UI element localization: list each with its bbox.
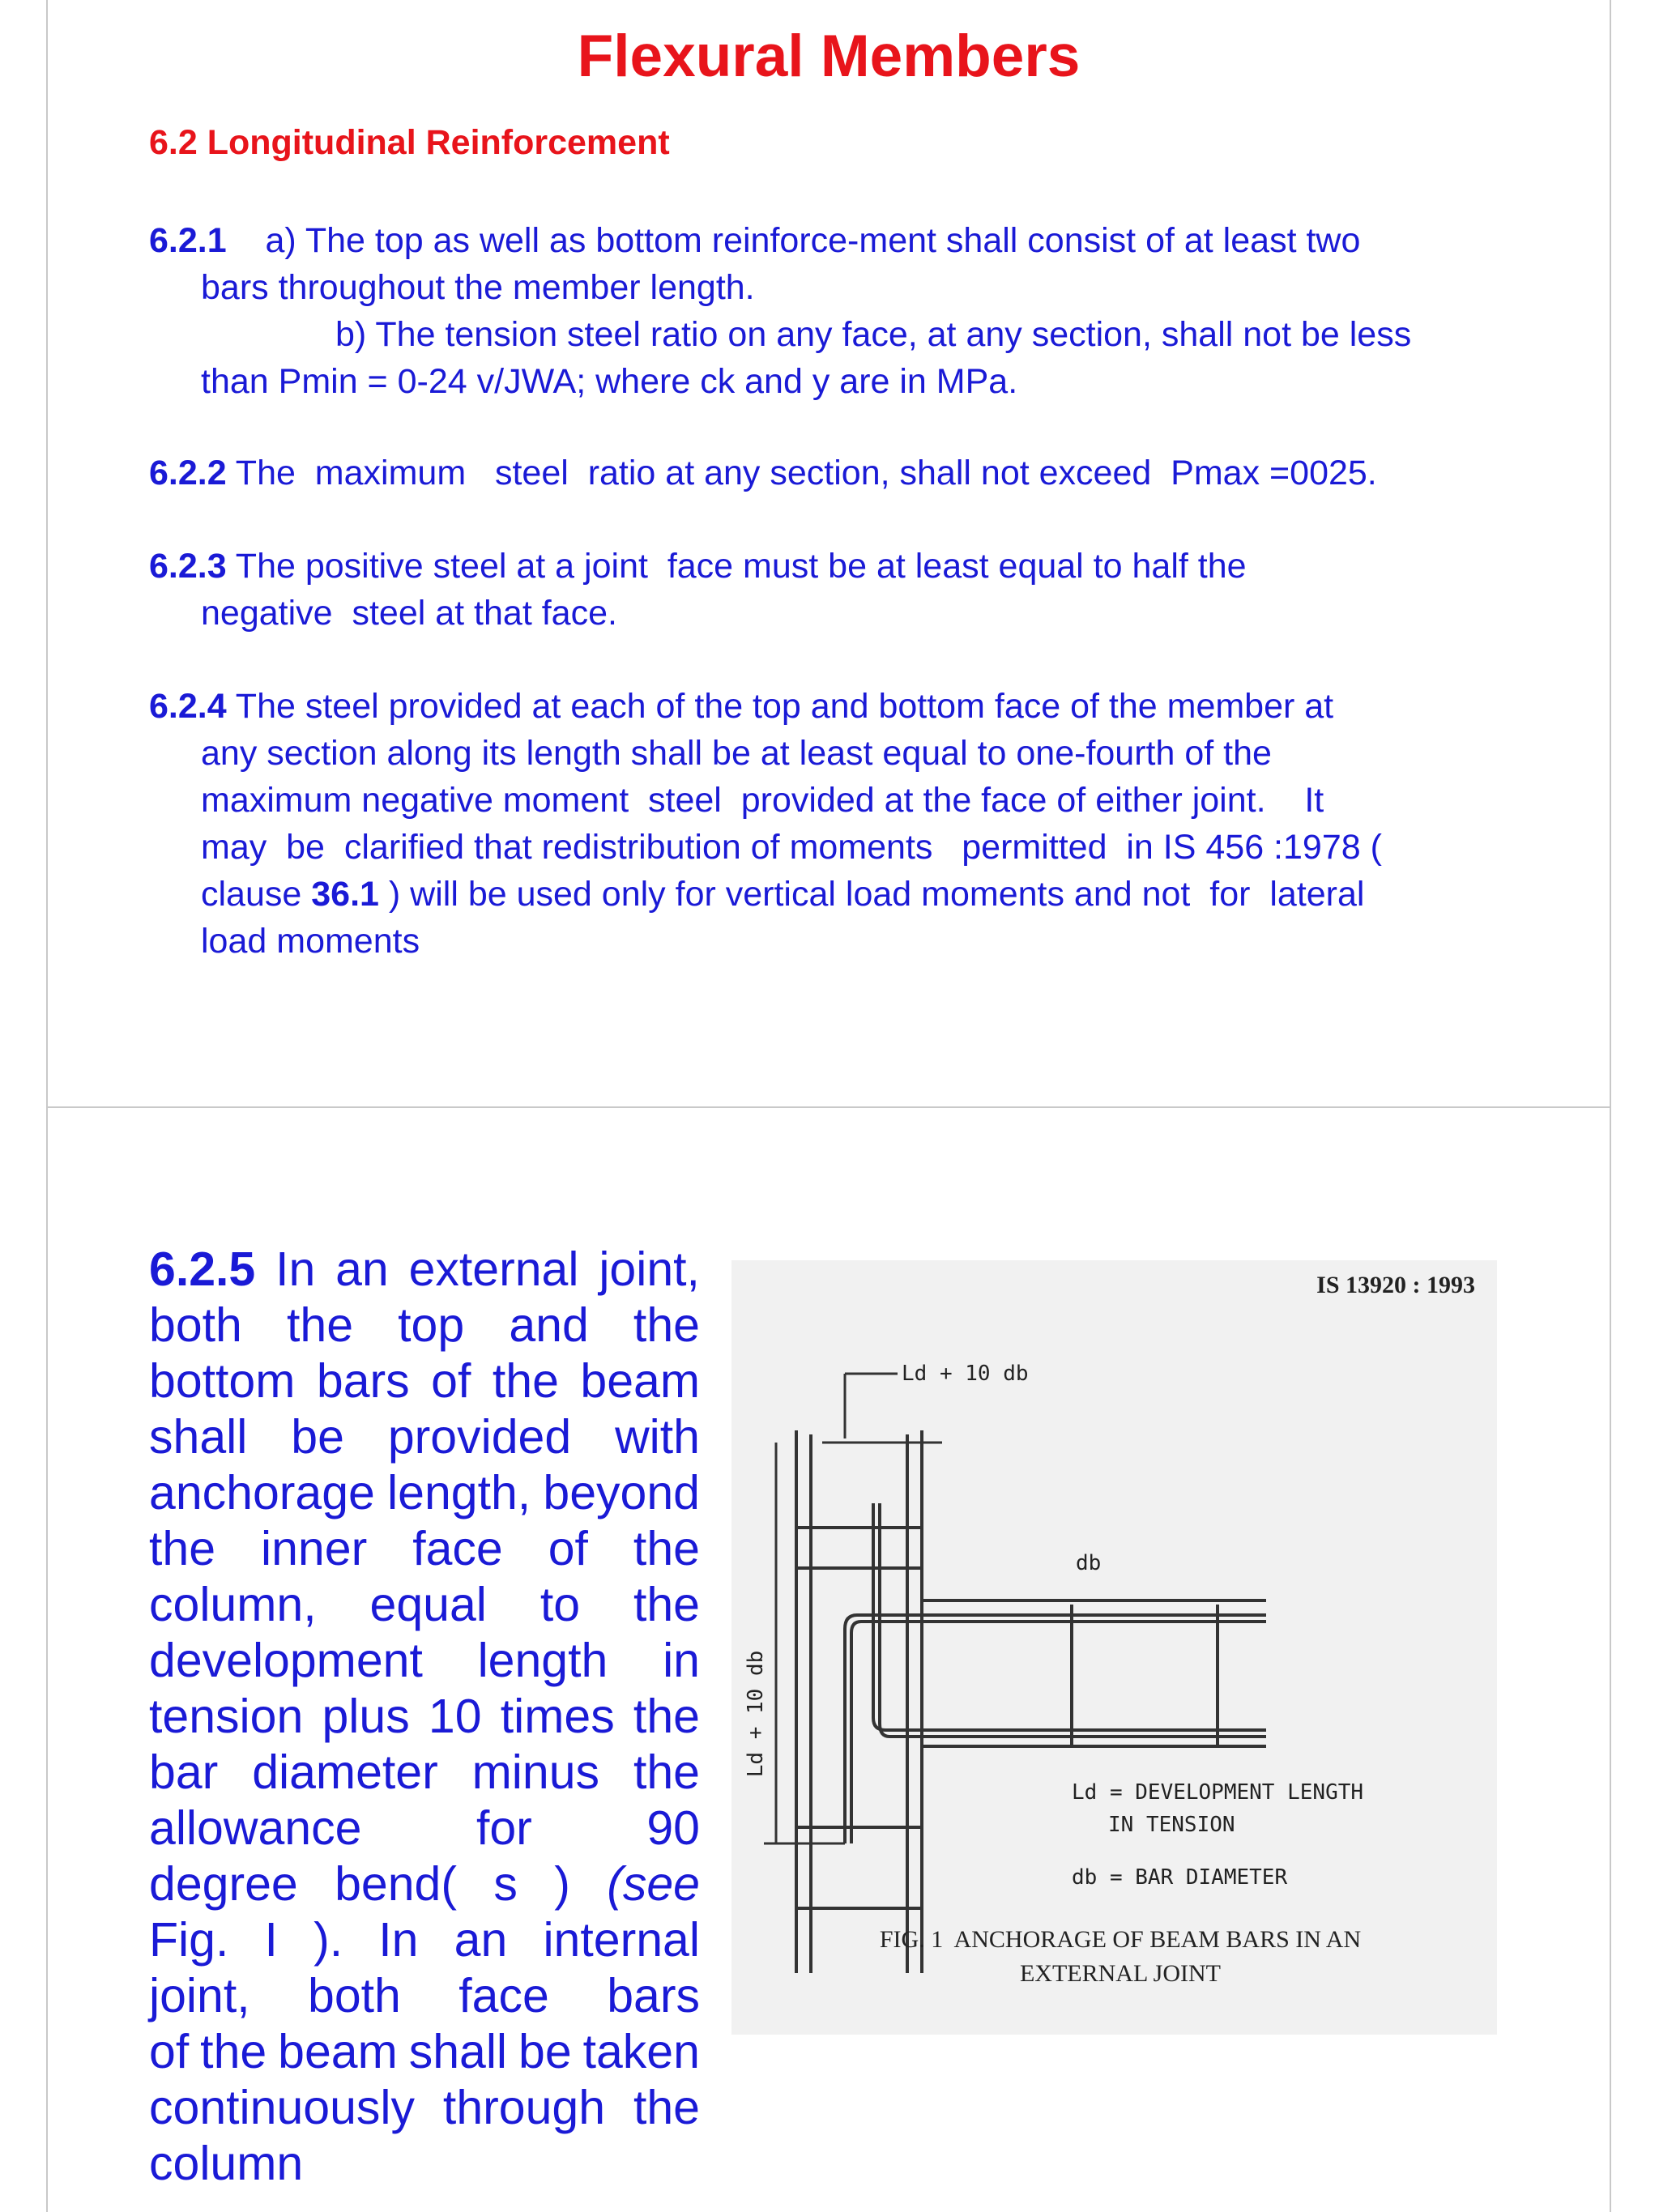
- clause-line: may be clarified that redistribution of moments permitted in IS 456 :1978 (: [201, 828, 1382, 867]
- clause-word: I: [264, 1913, 278, 1967]
- clause-line: [149, 1409, 700, 1465]
- clause-line: [149, 217, 1575, 264]
- clause-number: 6.2.3: [149, 547, 227, 586]
- clause-word: plus: [322, 1690, 410, 1743]
- clause-line: [149, 871, 1575, 918]
- clause-word: and: [509, 1298, 589, 1352]
- clause-word: the: [286, 1298, 354, 1352]
- clause-word: diameter: [252, 1745, 438, 1799]
- clause-line: maximum negative moment steel provided at the face of either joint. It: [201, 781, 1324, 820]
- clause-word: an: [335, 1242, 389, 1296]
- clause-number: 6.2.2: [149, 454, 227, 492]
- clause-line: [149, 2080, 700, 2136]
- clause-word: the: [633, 1298, 700, 1352]
- clause-word: In: [275, 1242, 316, 1296]
- clause-word: bar: [149, 1745, 219, 1799]
- clause-word: s: [493, 1857, 518, 1911]
- clause-word: the: [633, 1690, 700, 1743]
- clause-line: [149, 1745, 700, 1801]
- clause-line: [149, 1577, 700, 1633]
- clause-word: the: [633, 1522, 700, 1575]
- section-heading: 6.2 Longitudinal Reinforcement: [149, 123, 670, 162]
- clause-word: taken: [582, 2025, 700, 2078]
- clause-word: the: [633, 1578, 700, 1631]
- clause-line: [149, 1298, 700, 1353]
- clause-reference: 36.1: [311, 875, 379, 914]
- legend-bar-diameter: db = BAR DIAMETER: [1072, 1865, 1288, 1890]
- clause-word: with: [615, 1410, 700, 1464]
- clause-6-2-4: [149, 683, 1575, 965]
- clause-number: 6.2.4: [149, 687, 227, 726]
- clause-word: length,: [387, 1466, 531, 1519]
- clause-word: times: [500, 1690, 615, 1743]
- clause-word: shall: [408, 2025, 508, 2078]
- clause-line: any section along its length shall be at least equal to one-fourth of the: [201, 734, 1272, 773]
- clause-line: [149, 1242, 700, 1298]
- clause-word: 10: [428, 1690, 482, 1743]
- clause-word: in: [663, 1634, 700, 1687]
- clause-word: continuously: [149, 2081, 415, 2134]
- clause-line: load moments: [201, 922, 420, 961]
- clause-word: bottom: [149, 1354, 296, 1408]
- clause-word: face: [458, 1969, 549, 2022]
- top-dimension-label: Ld + 10 db: [902, 1362, 1029, 1386]
- clause-6-2-5: [149, 1242, 700, 2192]
- figure-caption-line-2: EXTERNAL JOINT: [1019, 1960, 1222, 1987]
- clause-word: bars: [607, 1969, 700, 2022]
- clause-word: face: [412, 1522, 503, 1575]
- clause-word: of: [431, 1354, 471, 1408]
- column-and-beam-lines: [796, 1430, 1266, 1973]
- clause-word: ).: [313, 1913, 343, 1967]
- clause-6-2-3: [149, 543, 1575, 637]
- clause-line: bars throughout the member length.: [201, 268, 755, 307]
- clause-word: the: [492, 1354, 559, 1408]
- legend-in-tension: IN TENSION: [1108, 1813, 1235, 1837]
- clause-6-2-2: [149, 450, 1575, 497]
- clause-line: [149, 1689, 700, 1745]
- clause-word: for: [476, 1801, 532, 1855]
- clause-text: The positive steel at a joint face must be at least equal to half the: [226, 547, 1247, 586]
- clause-line: [149, 1353, 700, 1409]
- clause-word: of: [548, 1522, 588, 1575]
- clause-word: both: [149, 1298, 242, 1352]
- clause-word: inner: [261, 1522, 368, 1575]
- clause-line: [149, 1465, 700, 1521]
- anchorage-diagram: [731, 1260, 1497, 2035]
- clause-word: of: [149, 2025, 190, 2078]
- clause-word: ): [554, 1857, 570, 1911]
- clause-word: the: [200, 2025, 267, 2078]
- anchorage-figure: [731, 1260, 1497, 2035]
- clause-word: internal: [543, 1913, 700, 1967]
- clause-word: the: [149, 1522, 216, 1575]
- clause-word: tension: [149, 1690, 304, 1743]
- clause-line: [149, 1521, 700, 1577]
- clause-line: [149, 1633, 700, 1689]
- clause-word: length: [477, 1634, 608, 1687]
- clause-line: [149, 543, 1575, 590]
- clause-text: a) The top as well as bottom reinforce-ment shall consist of at least two: [265, 221, 1361, 260]
- clause-word: provided: [387, 1410, 572, 1464]
- clause-word: degree: [149, 1857, 298, 1911]
- clause-text: clause: [201, 875, 312, 914]
- clause-word: allowance: [149, 1801, 362, 1855]
- clause-word: minus: [471, 1745, 600, 1799]
- clause-line: [149, 1856, 700, 1912]
- clause-word: Fig.: [149, 1913, 229, 1967]
- clause-word: beyond: [543, 1466, 700, 1519]
- clause-text: The maximum steel ratio at any section, shall not exceed Pmax =0025.: [226, 454, 1377, 492]
- clause-word: In: [378, 1913, 419, 1967]
- clause-line: [149, 450, 1575, 497]
- clause-line: b) The tension steel ratio on any face, at any section, shall not be less: [335, 315, 1412, 354]
- clause-word: development: [149, 1634, 423, 1687]
- clause-word: column,: [149, 1578, 317, 1631]
- clause-word: beam: [278, 2025, 398, 2078]
- clause-text: ) will be used only for vertical load moments and not for lateral: [378, 875, 1365, 914]
- slide-title: Flexural Members: [577, 23, 1081, 89]
- clause-line: [149, 683, 1575, 730]
- clause-word: shall: [149, 1410, 248, 1464]
- side-dimension-label: Ld + 10 db: [744, 1650, 768, 1778]
- clause-word: joint,: [599, 1242, 700, 1296]
- clause-line: negative steel at that face.: [201, 594, 617, 633]
- clause-word: equal: [369, 1578, 487, 1631]
- clause-line: [149, 1912, 700, 1968]
- clause-word: top: [398, 1298, 465, 1352]
- bar-diameter-label: db: [1076, 1551, 1102, 1575]
- clause-word: 90: [646, 1801, 700, 1855]
- standard-reference: IS 13920 : 1993: [1316, 1272, 1475, 1298]
- clause-word: joint,: [149, 1969, 250, 2022]
- clause-line: [149, 1801, 700, 1856]
- clause-line: than Pmin = 0-24 v/JWA; where ck and y are in MPa.: [201, 362, 1018, 401]
- clause-word: (see: [607, 1857, 700, 1911]
- clause-number: 6.2.5: [149, 1242, 256, 1296]
- clause-word: both: [308, 1969, 401, 2022]
- clause-line: column: [149, 2137, 304, 2190]
- slide-1: [46, 0, 1611, 1108]
- figure-caption-line-1: FIG. 1 ANCHORAGE OF BEAM BARS IN AN: [879, 1926, 1362, 1953]
- clause-word: an: [454, 1913, 508, 1967]
- clause-6-2-1: [149, 217, 1575, 405]
- clause-word: beam: [580, 1354, 700, 1408]
- clause-word: be: [518, 2025, 572, 2078]
- clause-text: The steel provided at each of the top and bottom face of the member at: [226, 687, 1334, 726]
- clause-word: through: [442, 2081, 606, 2134]
- slide-2: [46, 1108, 1611, 2212]
- clause-word: external: [408, 1242, 579, 1296]
- legend-development-length: Ld = DEVELOPMENT LENGTH: [1072, 1780, 1364, 1805]
- clause-word: the: [633, 1745, 700, 1799]
- clause-line: [149, 2024, 700, 2080]
- clause-word: to: [539, 1578, 581, 1631]
- clause-word: the: [633, 2081, 700, 2134]
- clause-word: anchorage: [149, 1466, 375, 1519]
- clause-word: be: [291, 1410, 344, 1464]
- clause-line: [149, 1968, 700, 2024]
- clause-word: bend(: [335, 1857, 457, 1911]
- clause-number: 6.2.1: [149, 221, 227, 260]
- side-dimension-line: [764, 1443, 845, 1843]
- clause-word: bars: [316, 1354, 410, 1408]
